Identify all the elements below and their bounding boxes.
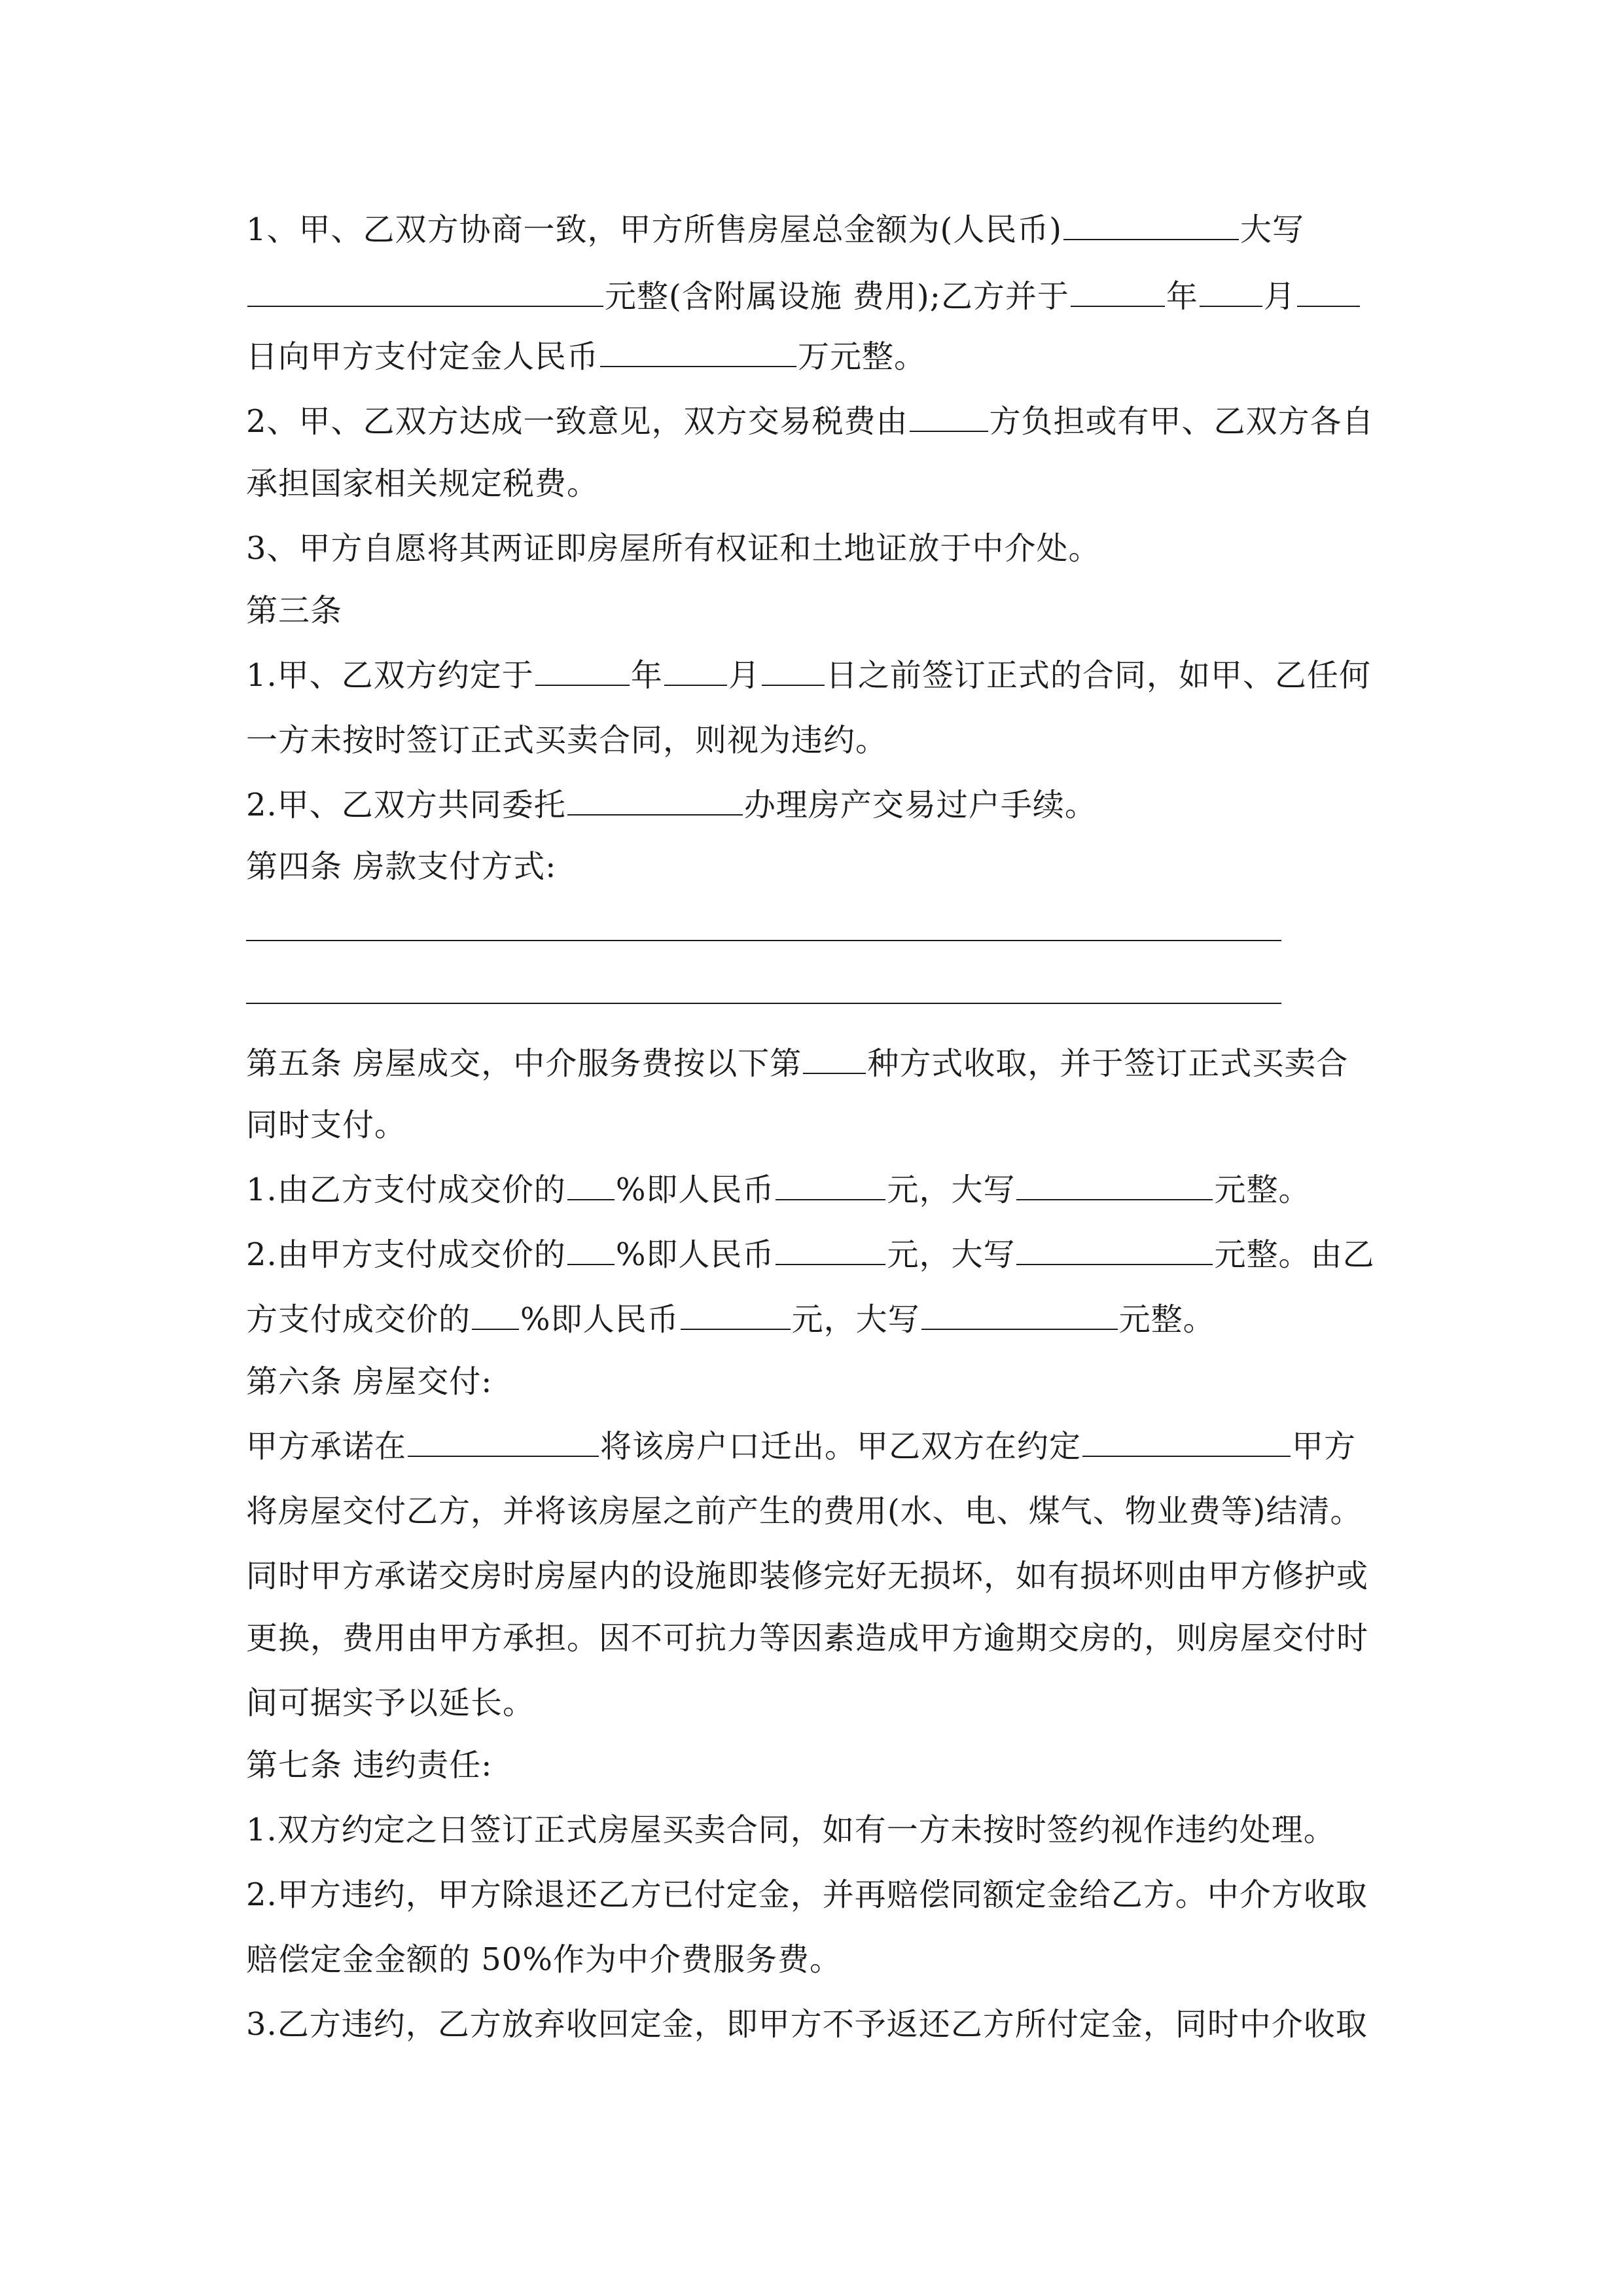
text: 1.由乙方支付成交价的: [246, 1172, 566, 1208]
text: 3.乙方违约，乙方放弃收回定金，即甲方不予返还乙方所付定金，同时中介收取: [246, 2006, 1368, 2043]
opt2-percent-blank[interactable]: [567, 1229, 615, 1265]
payment-method-line-1[interactable]: [246, 940, 1281, 941]
text: 更换，费用由甲方承担。因不可抗力等因素造成甲方逾期交房的，则房屋交付时: [246, 1620, 1369, 1657]
opt2-rmb-blank[interactable]: [776, 1229, 885, 1265]
text: 2.甲方违约，甲方除退还乙方已付定金，并再赔偿同额定金给乙方。中介方收取: [246, 1876, 1368, 1913]
clause2-item2-line2: [246, 454, 599, 513]
clause5-option1: [246, 1160, 1310, 1219]
clause7-item2-line1: [246, 1865, 1368, 1924]
clause2-item1-line3: [246, 327, 926, 386]
contract-day-blank[interactable]: [762, 649, 825, 686]
text: 办理房产交易过户手续。: [743, 787, 1097, 823]
fee-method-blank[interactable]: [803, 1037, 866, 1074]
text: 元整。: [1214, 1172, 1311, 1208]
clause7-item1: [246, 1801, 1336, 1859]
text: 甲方承诺在: [246, 1428, 407, 1465]
clause7-item3-line1: [246, 1995, 1368, 2054]
clause6-line2: [246, 1482, 1362, 1541]
text: 间可据实予以延长。: [246, 1685, 535, 1721]
clause3-item1-line2: [246, 711, 887, 770]
text: %即人民币: [615, 1236, 775, 1273]
text: 第四条 房款支付方式:: [246, 848, 557, 885]
text: 第三条: [246, 592, 343, 629]
clause3-item2: [246, 776, 1097, 834]
payment-method-line-2[interactable]: [246, 1003, 1281, 1004]
text: 将该房户口迁出。甲乙双方在约定: [600, 1428, 1082, 1465]
clause6-line1: [246, 1417, 1356, 1476]
contract-year-blank[interactable]: [535, 649, 630, 686]
handover-date-blank[interactable]: [1082, 1420, 1291, 1457]
text: 种方式收取，并于签订正式买卖合: [867, 1045, 1349, 1082]
text: 赔偿定金金额的 50%作为中介费服务费。: [246, 1941, 842, 1978]
text: 月: [1263, 278, 1296, 315]
clause3-item1-line1: [246, 646, 1371, 705]
text: 同时支付。: [246, 1107, 407, 1143]
text: 元整(含附属设施 费用);乙方并于: [605, 278, 1069, 315]
text: 甲方: [1292, 1428, 1357, 1465]
clause4-heading: [246, 837, 556, 896]
text: 2、甲、乙双方达成一致意见，双方交易税费由: [246, 403, 908, 440]
text: 日之前签订正式的合同，如甲、乙任何: [825, 657, 1371, 694]
clause5-option2-line2: [246, 1290, 1215, 1349]
text: 1.双方约定之日签订正式房屋买卖合同，如有一方未按时签约视作违约处理。: [246, 1812, 1336, 1848]
amount-in-words-blank[interactable]: [247, 270, 603, 307]
deposit-month-blank[interactable]: [1200, 270, 1262, 307]
text: 3、甲方自愿将其两证即房屋所有权证和土地证放于中介处。: [246, 530, 1101, 567]
clause6-line5: [246, 1674, 535, 1732]
contract-month-blank[interactable]: [664, 649, 727, 686]
text: 第七条 违约责任:: [246, 1747, 493, 1784]
text: %即人民币: [615, 1172, 775, 1208]
text: 元，大写: [887, 1172, 1016, 1208]
text: 同时甲方承诺交房时房屋内的设施即装修完好无损坏，如有损坏则由甲方修护或: [246, 1558, 1369, 1594]
text: 一方未按时签订正式买卖合同，则视为违约。: [246, 722, 888, 759]
clause2-item2-line1: [246, 392, 1374, 451]
opt1-rmb-blank[interactable]: [776, 1164, 885, 1200]
text: 万元整。: [798, 338, 927, 375]
opt1-words-blank[interactable]: [1016, 1164, 1213, 1200]
text: 方支付成交价的: [246, 1301, 471, 1338]
text: 元，大写: [887, 1236, 1016, 1273]
text: 第五条 房屋成交，中介服务费按以下第: [246, 1045, 802, 1082]
clause7-item2-line2: [246, 1930, 842, 1989]
text: 2.甲、乙双方共同委托: [246, 787, 566, 823]
text: 将房屋交付乙方，并将该房屋之前产生的费用(水、电、煤气、物业费等)结清。: [246, 1493, 1363, 1530]
opt1-percent-blank[interactable]: [567, 1164, 615, 1200]
text: 1.甲、乙双方约定于: [246, 657, 534, 694]
deposit-year-blank[interactable]: [1071, 270, 1165, 307]
text: 月: [728, 657, 760, 694]
text: 2.由甲方支付成交价的: [246, 1236, 566, 1273]
text: 日向甲方支付定金人民币: [246, 338, 599, 375]
opt2b-rmb-blank[interactable]: [681, 1293, 791, 1330]
text: 元整。由乙: [1214, 1236, 1375, 1273]
clause3-heading: [246, 581, 342, 640]
text: 大写: [1240, 211, 1305, 248]
text: 元整。: [1118, 1301, 1215, 1338]
opt2-words-blank[interactable]: [1016, 1229, 1213, 1265]
clause5-line1: [246, 1034, 1348, 1093]
clause5-line2: [246, 1096, 406, 1155]
clause6-line4: [246, 1609, 1368, 1668]
clause2-item1-line1: [246, 200, 1304, 259]
clause2-item1-line2: [246, 267, 1361, 326]
clause6-heading: [246, 1352, 492, 1411]
deposit-day-blank[interactable]: [1297, 270, 1360, 307]
total-amount-blank[interactable]: [1063, 204, 1239, 240]
text: 年: [630, 657, 663, 694]
text: 元，大写: [791, 1301, 920, 1338]
text: 方负担或有甲、乙双方各自: [989, 403, 1374, 440]
text: 1、甲、乙双方协商一致，甲方所售房屋总金额为(人民币): [246, 211, 1062, 248]
hukou-date-blank[interactable]: [408, 1420, 599, 1457]
clause7-heading: [246, 1736, 492, 1795]
clause2-item3: [246, 519, 1101, 578]
clause6-line3: [246, 1547, 1368, 1605]
deposit-amount-blank[interactable]: [600, 331, 796, 367]
text: 第六条 房屋交付:: [246, 1363, 493, 1400]
text: %即人民币: [520, 1301, 679, 1338]
opt2b-percent-blank[interactable]: [472, 1293, 519, 1330]
text: 年: [1166, 278, 1198, 315]
agent-blank[interactable]: [567, 779, 743, 816]
tax-party-blank[interactable]: [910, 395, 988, 432]
opt2b-words-blank[interactable]: [921, 1293, 1118, 1330]
text: 承担国家相关规定税费。: [246, 465, 599, 502]
clause5-option2-line1: [246, 1225, 1374, 1284]
